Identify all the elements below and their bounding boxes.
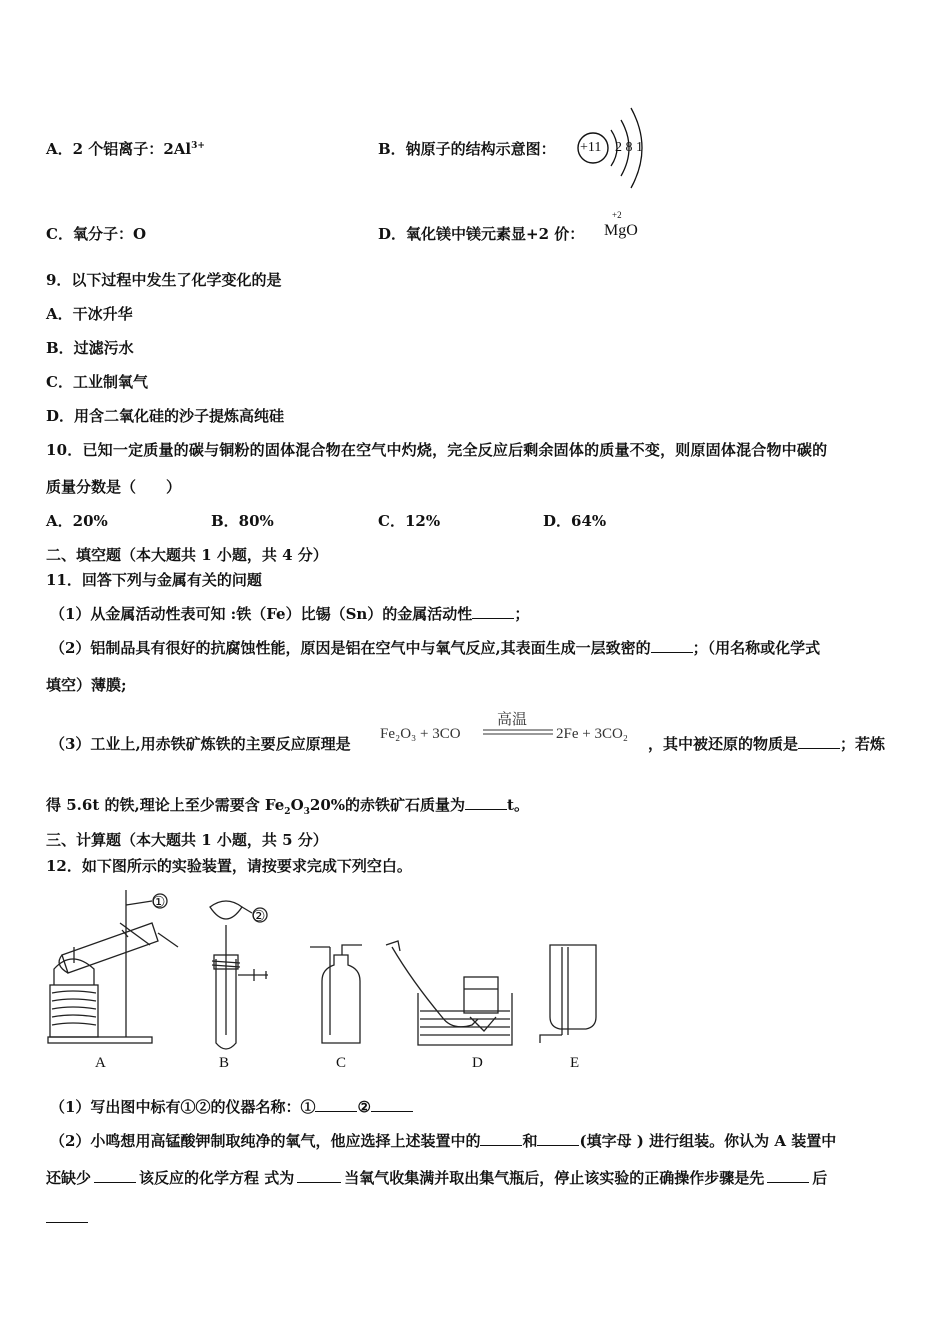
q9-option-c: C．工业制氧气 <box>46 373 148 391</box>
electron-shells: 2 8 1 <box>615 140 643 155</box>
q8-option-a: A．2 个铝离子：$2Al^{3+}$ <box>46 140 205 158</box>
answer-blank[interactable] <box>297 1168 341 1183</box>
answer-blank[interactable] <box>46 1208 88 1223</box>
apparatus-a <box>48 890 178 1043</box>
q10-option-c: C．12% <box>378 512 441 530</box>
q11-stem: 11．回答下列与金属有关的问题 <box>46 571 262 589</box>
label-a: A <box>95 1055 106 1071</box>
apparatus-e <box>540 945 596 1043</box>
apparatus-c <box>310 945 362 1043</box>
answer-blank[interactable] <box>537 1131 579 1146</box>
label-c: C <box>336 1055 347 1071</box>
q12-part2-cont: 还缺少 该反应的化学方程 式为 当氧气收集满并取出集气瓶后，停止该实验的正确操作步骤是先 后 <box>46 1169 828 1187</box>
equation-condition: 高温 <box>497 712 528 728</box>
q12-final-blank-line <box>46 1208 88 1228</box>
q11-part4: 得 5.6t 的铁,理论上至少需要含 $Fe_2O_320\%$的赤铁矿石质量为 t。 <box>46 796 529 817</box>
mark-2: ② <box>252 909 266 925</box>
section-3-heading: 三、计算题（本大题共 1 小题，共 5 分） <box>46 831 328 849</box>
q11-part2: （2）铝制品具有很好的抗腐蚀性能，原因是铝在空气中与氧气反应,其表面生成一层致密的 ；（用名称或化学式 <box>50 639 821 657</box>
q11-part2-cont: 填空）薄膜; <box>46 676 127 694</box>
answer-blank[interactable] <box>371 1097 413 1112</box>
q10-option-a: A．20% <box>46 512 108 530</box>
mg-valence: +2 <box>612 210 622 220</box>
q8-option-d: D．氧化镁中镁元素显+2 价： <box>378 225 585 243</box>
nucleus-charge: +11 <box>580 140 602 155</box>
equation-left: Fe₂O₃ + 3CO <box>380 726 461 742</box>
q10-stem-line2: 质量分数是（ ） <box>46 478 182 496</box>
q9-option-b: B．过滤污水 <box>46 339 134 357</box>
mgo-formula: MgO <box>604 222 638 239</box>
section-2-heading: 二、填空题（本大题共 1 小题，共 4 分） <box>46 546 328 564</box>
q11-part1: （1）从金属活动性表可知 :铁（Fe）比锡（Sn）的金属活动性 ； <box>50 605 530 623</box>
q8-option-b: B．钠原子的结构示意图： <box>378 140 556 158</box>
answer-blank[interactable] <box>94 1168 136 1183</box>
mark-1: ① <box>152 895 166 911</box>
answer-blank[interactable] <box>480 1131 522 1146</box>
label-b: B <box>219 1055 230 1071</box>
q10-option-d: D．64% <box>543 512 607 530</box>
al-formula: 2Al <box>163 140 192 158</box>
q12-part2: （2）小鸣想用高锰酸钾制取纯净的氧气，他应选择上述装置中的 和 (填字母 ) 进行组装。你认为 A 装置中 <box>50 1132 837 1150</box>
q12-part1: （1）写出图中标有①②的仪器名称：① ② <box>50 1097 413 1117</box>
answer-blank[interactable] <box>465 795 507 810</box>
answer-blank[interactable] <box>798 734 840 749</box>
label-e: E <box>570 1055 580 1071</box>
q9-option-d: D．用含二氧化硅的沙子提炼高纯硅 <box>46 407 285 425</box>
answer-blank[interactable] <box>767 1168 809 1183</box>
q9-option-a: A．干冰升华 <box>46 305 133 323</box>
answer-blank[interactable] <box>651 638 693 653</box>
q12-stem: 12．如下图所示的实验装置，请按要求完成下列空白。 <box>46 857 412 875</box>
q11-part3-end: ，其中被还原的物质是 ；若炼 <box>648 735 886 753</box>
answer-blank[interactable] <box>472 604 514 619</box>
apparatus-figure <box>40 885 620 1075</box>
q8-option-c: C．氧分子：O <box>46 225 147 243</box>
apparatus-d <box>386 941 512 1045</box>
answer-blank[interactable] <box>315 1097 357 1112</box>
label-d: D <box>472 1055 483 1071</box>
q10-stem-line1: 10．已知一定质量的碳与铜粉的固体混合物在空气中灼烧，完全反应后剩余固体的质量不变，则原固体混合物中碳的 <box>46 441 828 459</box>
q9-stem: 9．以下过程中发生了化学变化的是 <box>46 271 282 289</box>
q10-option-b: B．80% <box>211 512 274 530</box>
equation-equals-sign <box>483 728 553 736</box>
q11-part3-start: （3）工业上,用赤铁矿炼铁的主要反应原理是 <box>50 735 351 753</box>
al-charge: 3+ <box>191 141 205 151</box>
equation-right: 2Fe + 3CO₂ <box>556 726 629 742</box>
